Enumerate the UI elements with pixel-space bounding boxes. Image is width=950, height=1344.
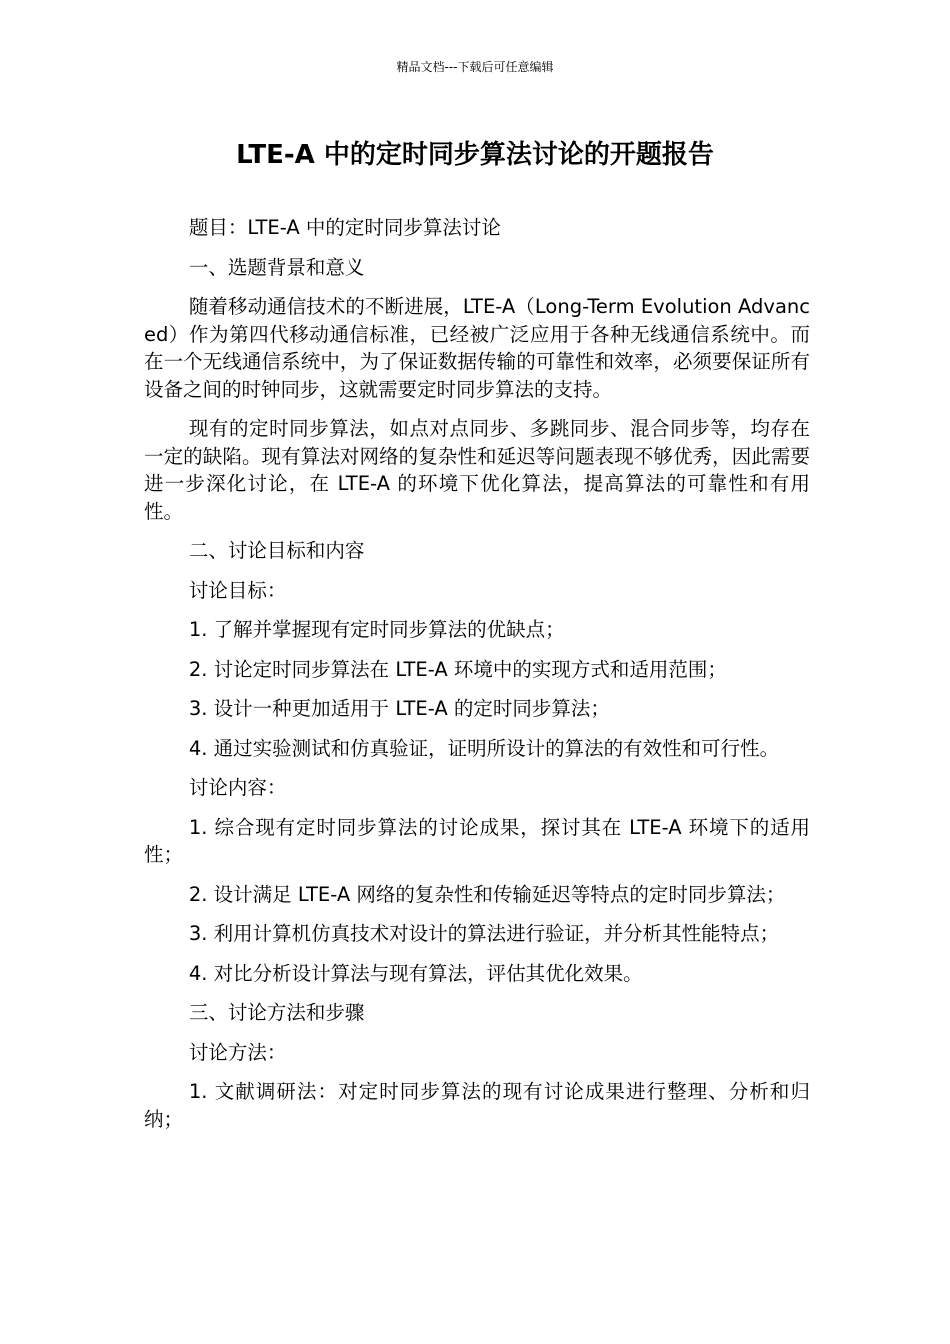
section-heading-background: 一、选题背景和意义 [188,255,365,279]
goals-label: 讨论目标： [188,578,287,602]
document-body [144,214,810,1145]
section-heading-goals: 二、讨论目标和内容 [188,539,365,562]
methods-label: 讨论方法： [188,1040,287,1064]
background-paragraph-2: 现有的定时同步算法，如点对点同步、多跳同步、混合同步等，均存在一定的缺陷。现有算法对网络的复杂性和延迟等问题表现不够优秀，因此需要进一步深化讨论，在 LTE-A 的环境下优化算法，提高算法的可靠性和有用性。 [144,417,810,523]
content-label: 讨论内容： [188,776,287,799]
content-item-3: 3. 利用计算机仿真技术对设计的算法进行验证，并分析其性能特点； [188,922,780,945]
goal-item-1: 1. 了解并掌握现有定时同步算法的优缺点； [188,618,565,641]
background-paragraph-1: 随着移动通信技术的不断进展，LTE-A（Long-Term Evolution Advanced）作为第四代移动通信标准，已经被广泛应用于各种无线通信系统中。而在一个无线通信系统中，为了保证数据传输的可靠性和效率，必须要保证所有设备之间的时钟同步，这就需要定时同步算法的支持。 [144,295,810,401]
goal-item-3: 3. 设计一种更加适用于 LTE-A 的定时同步算法； [188,697,610,720]
goal-item-4: 4. 通过实验测试和仿真验证，证明所设计的算法的有效性和可行性。 [188,736,780,760]
content-item-1: 1. 综合现有定时同步算法的讨论成果，探讨其在 LTE-A 环境下的适用性； [144,815,810,866]
content-item-4: 4. 对比分析设计算法与现有算法，评估其优化效果。 [188,961,643,985]
subject-line: 题目：LTE-A 中的定时同步算法讨论 [188,216,501,239]
header-note: 精品文档---下载后可任意编辑 [396,60,554,74]
section-heading-methods: 三、讨论方法和步骤 [188,1001,365,1024]
goal-item-2: 2. 讨论定时同步算法在 LTE-A 环境中的实现方式和适用范围； [188,657,727,681]
document-title: LTE-A 中的定时同步算法讨论的开题报告 [236,140,714,170]
content-item-2: 2. 设计满足 LTE-A 网络的复杂性和传输延迟等特点的定时同步算法； [188,882,786,906]
method-item-1: 1. 文献调研法：对定时同步算法的现有讨论成果进行整理、分析和归纳； [144,1080,810,1131]
